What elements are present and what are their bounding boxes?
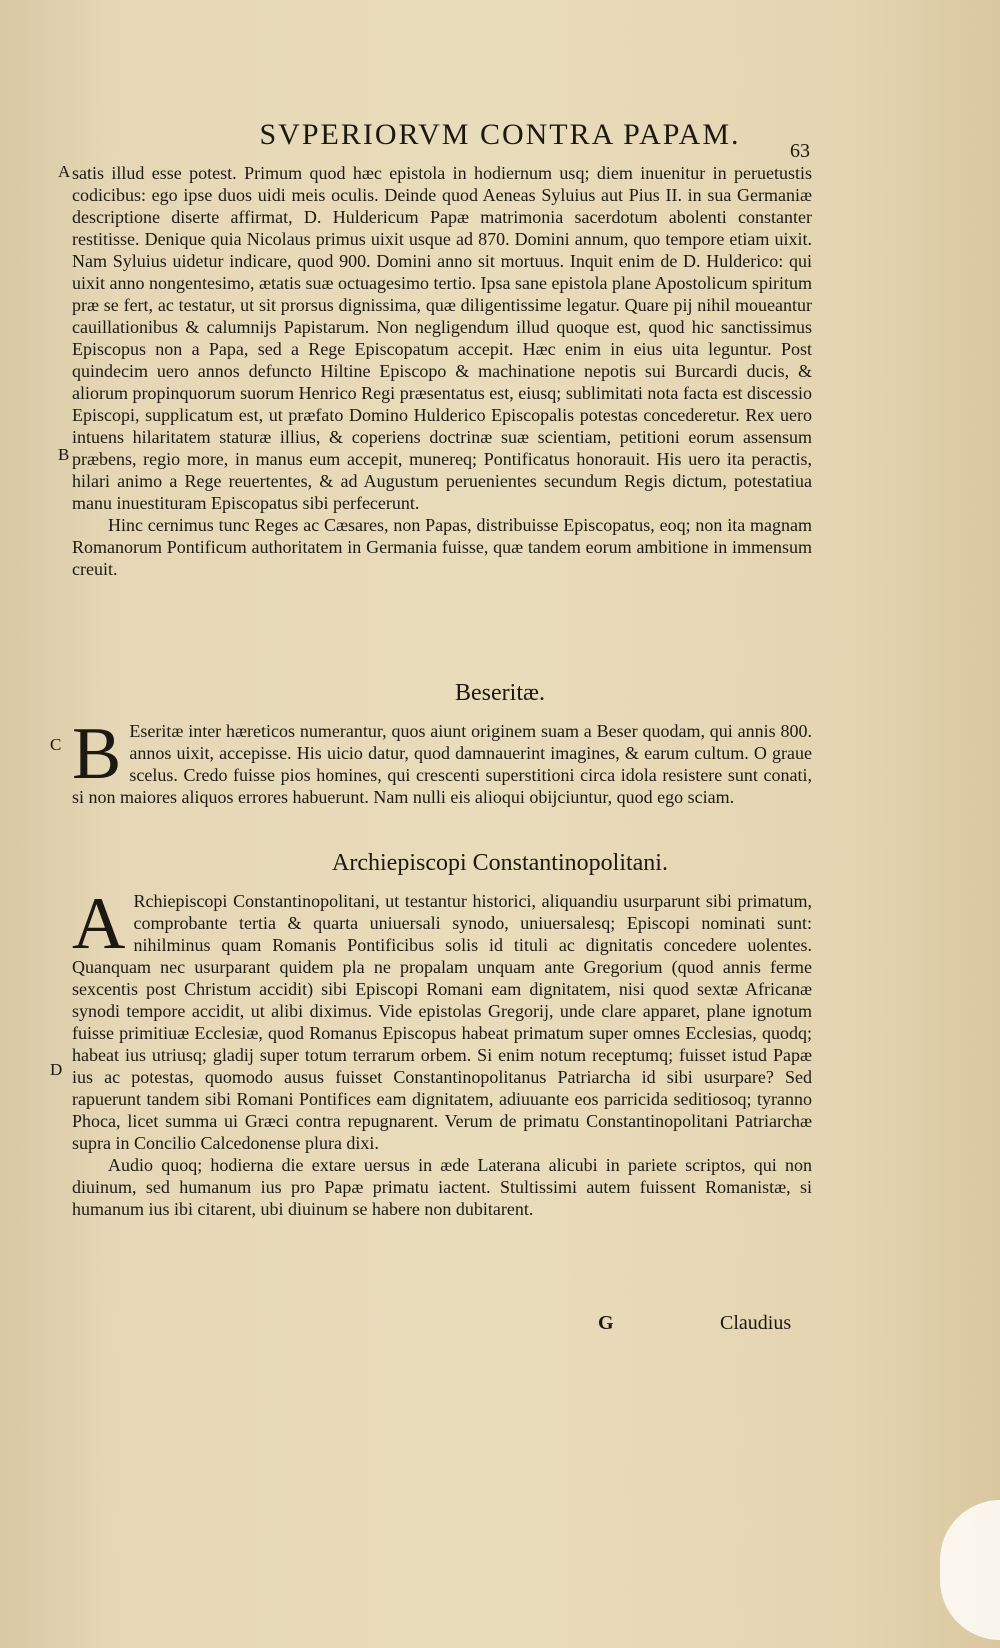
paragraph: Eseritæ inter hæreticos numerantur, quos aiunt originem suam a Beser quodam, qui annis 800. annos uixit, accepisse. His uicio datur, quod damnauerint imagines, & earum cultum. O graue scelus. Credo fuisse pios homines, qui crescenti superstitioni circa idola resistere sunt conati, si non maiores aliquos errores habuerunt. Nam nulli eis alioqui obijciuntur, quod ego sciam.	[72, 721, 812, 807]
signature-mark: G	[598, 1312, 614, 1334]
paragraph: Hinc cernimus tunc Reges ac Cæsares, non Papas, distribuisse Episcopatus, eoq; non ita magnam Romanorum Pontificum authoritatem in Germania fuisse, quæ tandem eorum ambitione in immensum creuit.	[72, 515, 812, 579]
margin-letter-a: A	[58, 162, 71, 181]
paper-damage	[940, 1500, 1000, 1640]
margin-letter-d: D	[50, 1060, 63, 1079]
drop-cap: B	[72, 713, 122, 795]
section-heading-archiepiscopi: Archiepiscopi Constantinopolitani.	[332, 850, 668, 876]
page-number: 63	[790, 140, 810, 162]
footer-row	[0, 1312, 1000, 1342]
drop-cap: A	[72, 883, 126, 965]
paragraph: Audio quoq; hodierna die extare uersus in æde Laterana alicubi in pariete scriptos, qui non diuinum, sed humanum ius pro Papæ primatu iactent. Stultissimi autem fuissent Romanistæ, si humanum ius ibi citarent, ubi diuinum se habere non dubitarent.	[72, 1155, 812, 1219]
section-heading-beseritae: Beseritæ.	[455, 680, 545, 706]
catchword: Claudius	[720, 1312, 792, 1334]
paragraph-block-1	[72, 162, 812, 580]
running-head: SVPERIORVM CONTRA PAPAM.	[259, 118, 741, 151]
paragraph-block-2	[72, 713, 812, 808]
paragraph: Rchiepiscopi Constantinopolitani, ut testantur historici, aliquandiu usurparunt sibi primatum, comprobante tertia & quarta uniuersali synodo, uniuersalesq; Episcopi nominati sunt: nihilminus quam Romanis Pontificibus solis id tituli ac dignitatis concedere uolentes. Quanquam nec usurparant quidem pla ne propalam unquam ante Gregorium (quod annis ferme sexcentis post Christum accidit) sibi Episcopi Romani eam dignitatem, nisi quod sextæ Africanæ synodi tempore accidit, ut alibi diximus. Vide epistolas Gregorij, unde clare apparet, plane ignotum fuisse primitiuæ Ecclesiæ, quod Romanus Episcopus habeat primatum super omnes Ecclesias, quodq; habeat ius utriusq; gladij super totum terrarum orbem. Si enim notum receptumq; fuisset istud Papæ ius ac potestas, quomodo ausus fuisset Constantinopolitanus Patriarcha id sibi usurpare? Sed rapuerunt tandem sibi Romani Pontifices eam dignitatem, adiuuante eos parricida seditiosoq; tyranno Phoca, licet summa ui Græci contra repugnarent. Verum de primatu Constantinopolitani Patriarchæ supra in Concilio Calcedonense plura dixi.	[72, 891, 812, 1153]
margin-letter-c: C	[50, 735, 62, 754]
margin-letter-b: B	[58, 445, 70, 464]
paragraph: satis illud esse potest. Primum quod hæc epistola in hodiernum usq; diem inuenitur in peruetustis codicibus: ego ipse duos uidi meis oculis. Deinde quod Aeneas Syluius aut Pius II. in sua Germaniæ descriptione diserte affirmat, D. Huldericum Papæ matrimonia sacerdotum abolenti constanter restitisse. Denique quia Nicolaus primus uixit usque ad 870. Domini annum, quo tempore etiam uixit. Nam Syluius uidetur indicare, quod 900. Domini anno sit mortuus. Inquit enim de D. Hulderico: qui uixit anno nongentesimo, ætatis suæ octuagesimo tertio. Ipsa sane epistola plane Apostolicum spiritum præ se fert, ac testatur, ut sit prorsus dignissima, quæ diligentissime legatur. Quare pij nihil moueantur cauillationibus & calumnijs Papistarum. Non negligendum illud quoque est, quod hic sanctissimus Episcopus non a Papa, sed a Rege Episcopatum accepit. Hæc enim in eius uita leguntur. Post quindecim uero annos defuncto Hiltine Episcopo & machinatione nepotis sui Burcardi ducis, & aliorum propinquorum suorum Henrico Regi præsentatus est, eiusq; sublimitati nota facta est discessio Episcopi, supplicatum est, ut præfato Domino Hulderico Episcopalis potestas concederetur. Rex uero intuens hilaritatem staturæ illius, & coperiens doctrinæ suæ scientiam, petitioni eorum assensum præbens, regio more, in manus eum accepit, munereq; Pontificatus honorauit. His uero ita peractis, hilari animo a Rege reuertentes, & ad Augustum peruenientes secundum Regis dictum, potestatiua manu inuestituram Episcopatus sibi perfecerunt.	[72, 163, 812, 513]
paragraph-block-3	[72, 883, 812, 1220]
